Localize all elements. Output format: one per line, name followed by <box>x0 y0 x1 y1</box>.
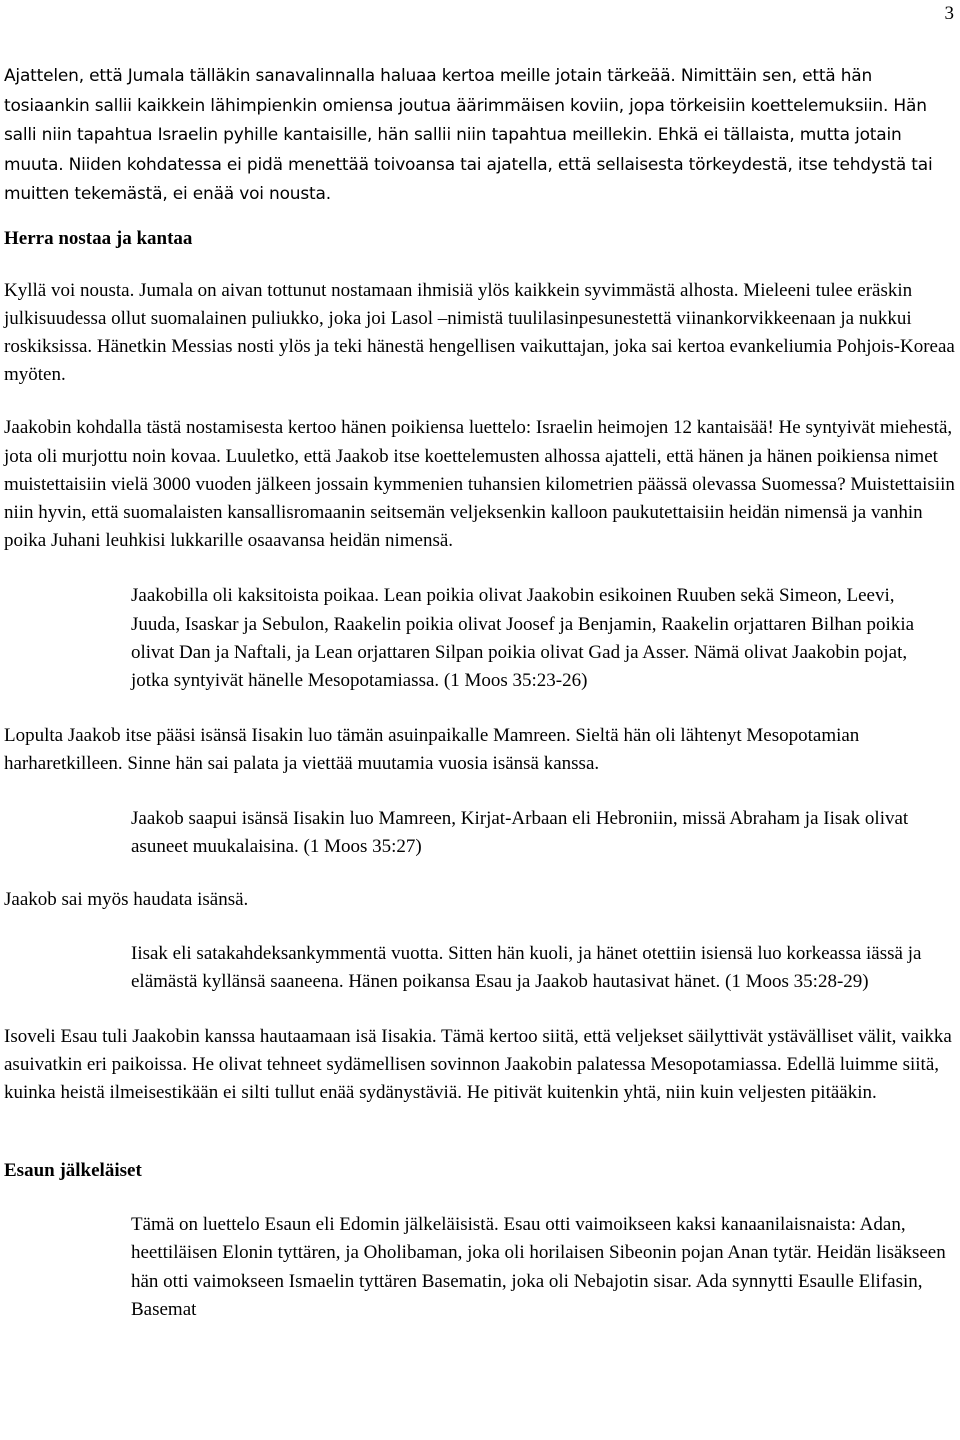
bible-quote-iisak-kuoli: Iisak eli satakahdeksankymmentä vuotta. Sitten hän kuoli, ja hänet otettiin isiensä luo korkeassa iässä ja elämästä kyllänsä saaneena. Hänen poikansa Esau ja Jaakob hautasivat hänet. (1 Moos 35:28-29) <box>131 943 922 993</box>
paragraph-kylla-voi-nousta: Kyllä voi nousta. Jumala on aivan tottunut nostamaan ihmisiä ylös kaikkein syvimmästä alhosta. Mieleeni tulee eräskin julkisuudessa ollut suomalainen puliukko, joka joi Lasol –nimistä tuulilasinpesunestettä viinankorvikkeenaan ja nukkui roskiksissa. Hänetkin Messias nosti ylös ja teki hänestä hengellisen vaikuttajan, joka sai kertoa evankeliumia Pohjois-Koreaa myöten. <box>4 279 955 386</box>
bible-quote-jaakobin-pojat: Jaakobilla oli kaksitoista poikaa. Lean poikia olivat Jaakobin esikoinen Ruuben sekä Simeon, Leevi, Juuda, Isaskar ja Sebulon, Raakelin poikia olivat Joosef ja Benjamin, Raakelin orjattaren Bilhan poikia olivat Dan ja Naftali, ja Lean orjattaren Silpan poikia olivat Gad ja Asser. Nämä olivat Jaakobin pojat, jotka syntyivät hänelle Mesopotamiassa. (1 Moos 35:23-26) <box>131 585 915 691</box>
paragraph-haudata-isansa: Jaakob sai myös haudata isänsä. <box>4 888 249 910</box>
section-heading-herra-nostaa: Herra nostaa ja kantaa <box>4 227 193 249</box>
section-heading-esaun-jalkelaiset: Esaun jälkeläiset <box>4 1160 142 1182</box>
bible-quote-esaun-luettelo: Tämä on luettelo Esaun eli Edomin jälkeläisistä. Esau otti vaimoikseen kaksi kanaanilaisnaista: Adan, heettiläisen Elonin tyttären, ja Oholibaman, joka oli horilaisen Sibeonin pojan Anan tytär. Heidän lisäkseen hän otti vaimokseen Ismaelin tyttären Basematin, joka oli Nebajotin sisar. Ada synnytti Esaulle Elifasin, Basemat <box>131 1214 946 1320</box>
page-content <box>4 62 956 1324</box>
paragraph-isoveli-esau: Isoveli Esau tuli Jaakobin kanssa hautaamaan isä Iisakia. Tämä kertoo siitä, että veljekset säilyttivät ystävälliset välit, vaikka asuivatkin eri paikoissa. He olivat tehneet sydämellisen sovinnon Jaakobin palatessa Mesopotamiassa. Edellä luimme siitä, kuinka heistä ilmeisestikään ei silti tullut enää sydänystäviä. He pitivät kuitenkin yhtä, niin kuin veljesten pitääkin. <box>4 1025 952 1103</box>
page-number: 3 <box>944 3 954 24</box>
intro-paragraph: Ajattelen, että Jumala tälläkin sanavalinnalla haluaa kertoa meille jotain tärkeää. Nimittäin sen, että hän tosiaankin sallii kaikkein lähimpienkin omiensa joutua äärimmäisen koviin, jopa törkeisiin koettelemuksiin. Hän salli niin tapahtua Israelin pyhille kantaisille, hän sallii niin tapahtua meillekin. Ehkä ei tällaista, mutta jotain muuta. Niiden kohdatessa ei pidä menettää toivoansa tai ajatella, että sellaisesta törkeydestä, itse tehdystä tai muitten tekemästä, ei enää voi nousta. <box>4 66 933 204</box>
paragraph-jaakobin-kohdalla: Jaakobin kohdalla tästä nostamisesta kertoo hänen poikiensa luettelo: Israelin heimojen 12 kantaisää! He syntyivät miehestä, jota oli murjottu noin kovaa. Luuletko, että Jaakob itse koettelemusten alhossa ajatteli, että hänen ja hänen poikiensa nimet muistettaisiin vielä 3000 vuoden jälkeen jossain kymmenien tuhansien kilometrien päässä olevassa Suomessa? Muistettaisiin niin hyvin, että suomalaisten kansallisromaanin seitsemän veljeksenkin kalloon paukutettaisiin heidän nimensä ja vanhin poika Juhani leuhkisi lukkarille osaavansa heidän nimensä. <box>4 417 955 552</box>
paragraph-lopulta-jaakob: Lopulta Jaakob itse pääsi isänsä Iisakin luo tämän asuinpaikalle Mamreen. Sieltä hän oli lähtenyt Mesopotamian harharetkilleen. Sinne hän sai palata ja viettää muutamia vuosia isänsä kanssa. <box>4 725 860 775</box>
bible-quote-mamre: Jaakob saapui isänsä Iisakin luo Mamreen, Kirjat-Arbaan eli Hebroniin, missä Abraham ja Iisak olivat asuneet muukalaisina. (1 Moos 35:27) <box>131 807 909 857</box>
